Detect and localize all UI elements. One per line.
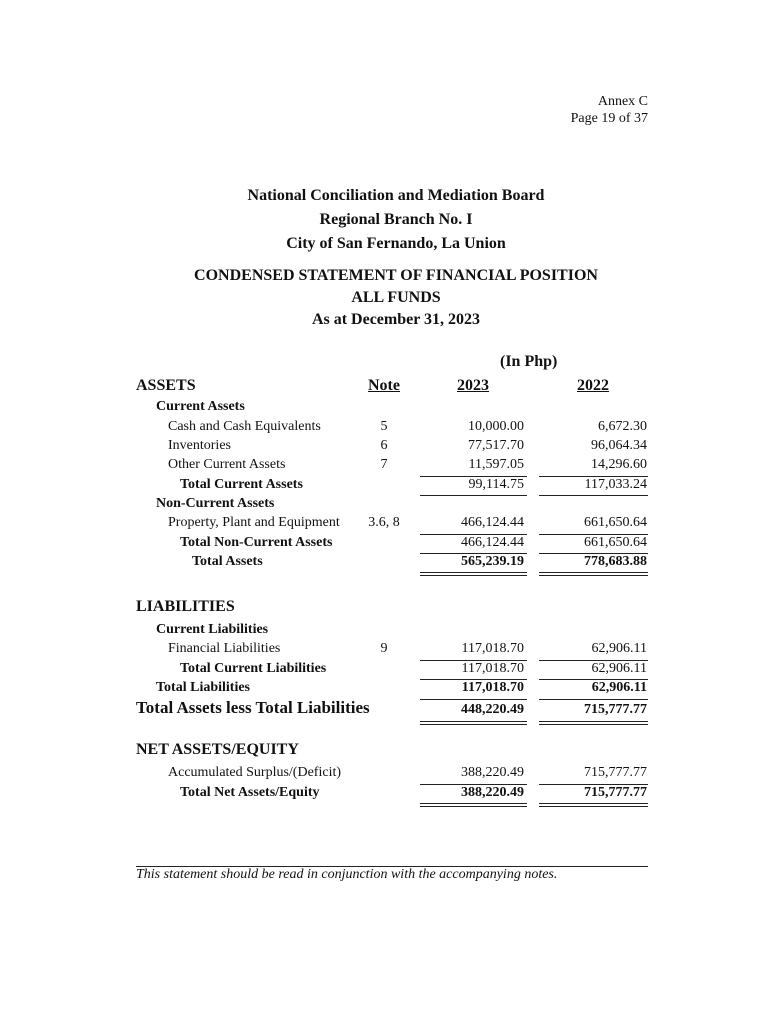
organization-branch: Regional Branch No. I: [319, 211, 473, 228]
double-rule: [420, 806, 527, 807]
total-noncurrent-assets-row: [0, 534, 768, 554]
table-row: [0, 764, 768, 784]
assets-heading: ASSETS: [136, 377, 196, 394]
value-2022: 715,777.77: [584, 702, 647, 717]
value-2022: 62,906.11: [591, 661, 647, 676]
value-2023: 117,018.70: [461, 641, 524, 656]
value-2023: 388,220.49: [461, 785, 524, 800]
row-note: 9: [380, 641, 388, 656]
value-2023: 77,517.70: [468, 438, 524, 453]
total-current-liabilities-row: [0, 660, 768, 680]
double-rule: [420, 803, 527, 804]
double-rule: [539, 575, 648, 576]
double-rule: [420, 572, 527, 573]
table-row: [0, 514, 768, 534]
statement-date: As at December 31, 2023: [311, 311, 481, 328]
value-2022: 661,650.64: [584, 515, 647, 530]
value-2023: 466,124.44: [461, 515, 524, 530]
double-rule: [539, 724, 648, 725]
total-equity-row: [0, 784, 768, 804]
row-label: Total Current Liabilities: [180, 661, 327, 676]
double-rule: [539, 806, 648, 807]
double-rule: [420, 721, 527, 722]
liabilities-heading-row: [0, 599, 768, 619]
equity-heading-row: [0, 742, 768, 762]
organization-location: City of San Fernando, La Union: [286, 235, 506, 252]
value-2022: 62,906.11: [591, 641, 647, 656]
noncurrent-assets-heading: Non-Current Assets: [156, 496, 275, 511]
row-label: Total Assets: [192, 554, 263, 569]
double-rule: [420, 575, 527, 576]
value-2023: 10,000.00: [468, 419, 524, 434]
current-liabilities-heading: Current Liabilities: [156, 622, 269, 637]
value-2022: 96,064.34: [591, 438, 647, 453]
value-2023: 117,018.70: [461, 661, 524, 676]
row-note: 3.6, 8: [368, 515, 400, 530]
noncurrent-assets-heading-row: [0, 495, 768, 515]
row-label: Cash and Cash Equivalents: [168, 419, 321, 434]
double-rule: [539, 803, 648, 804]
statement-title: CONDENSED STATEMENT OF FINANCIAL POSITION: [194, 267, 598, 284]
annex-label: Annex C: [597, 94, 648, 109]
value-2022: 661,650.64: [584, 535, 647, 550]
value-2023: 99,114.75: [468, 477, 524, 492]
equity-heading: NET ASSETS/EQUITY: [136, 741, 299, 758]
total-liabilities-row: [0, 679, 768, 699]
value-2022: 14,296.60: [591, 457, 647, 472]
row-label: Total Net Assets/Equity: [180, 785, 320, 800]
value-2023: 466,124.44: [461, 535, 524, 550]
total-current-assets-row: [0, 476, 768, 496]
year-2022-header: 2022: [577, 377, 609, 394]
note-column-header: Note: [368, 377, 400, 394]
value-2022: 715,777.77: [584, 785, 647, 800]
organization-name: National Conciliation and Mediation Board: [247, 187, 545, 204]
current-liabilities-heading-row: [0, 621, 768, 641]
row-note: 6: [380, 438, 388, 453]
value-2023: 388,220.49: [461, 765, 524, 780]
value-2022: 715,777.77: [584, 765, 647, 780]
table-row: [0, 640, 768, 660]
value-2022: 6,672.30: [598, 419, 647, 434]
row-label: Financial Liabilities: [168, 641, 281, 656]
net-position-row: [0, 698, 768, 721]
year-2023-header: 2023: [457, 377, 489, 394]
table-row: [0, 456, 768, 476]
value-2022: 778,683.88: [584, 554, 647, 569]
currency-row: [0, 354, 768, 374]
row-label: Inventories: [168, 438, 231, 453]
current-assets-heading: Current Assets: [156, 399, 245, 414]
table-row: [0, 437, 768, 457]
row-label: Total Current Assets: [180, 477, 303, 492]
row-label: Total Liabilities: [156, 680, 251, 695]
value-2023: 117,018.70: [461, 680, 524, 695]
row-label: Total Non-Current Assets: [180, 535, 333, 550]
page-number: Page 19 of 37: [570, 111, 648, 126]
statement-funds: ALL FUNDS: [351, 289, 441, 306]
liabilities-heading: LIABILITIES: [136, 598, 235, 615]
organization-header: [0, 184, 768, 256]
currency-label: (In Php): [500, 353, 558, 370]
row-note: 7: [380, 457, 388, 472]
total-rule: [539, 699, 648, 700]
table-row: [0, 418, 768, 438]
row-label: Accumulated Surplus/(Deficit): [168, 765, 342, 780]
current-assets-heading-row: [0, 398, 768, 418]
statement-header: [0, 265, 768, 331]
row-note: 5: [380, 419, 388, 434]
total-assets-row: [0, 553, 768, 573]
double-rule: [420, 724, 527, 725]
value-2022: 62,906.11: [591, 680, 647, 695]
column-header-row: [0, 378, 768, 398]
row-label: Other Current Assets: [168, 457, 286, 472]
value-2022: 117,033.24: [584, 477, 647, 492]
row-label: Total Assets less Total Liabilities: [136, 698, 370, 717]
row-label: Property, Plant and Equipment: [168, 515, 340, 530]
value-2023: 565,239.19: [461, 554, 524, 569]
total-rule: [420, 699, 527, 700]
value-2023: 11,597.05: [468, 457, 524, 472]
value-2023: 448,220.49: [461, 702, 524, 717]
annex-reference: [571, 93, 648, 127]
double-rule: [539, 572, 648, 573]
double-rule: [539, 721, 648, 722]
footer-note: This statement should be read in conjunction with the accompanying notes.: [136, 867, 558, 882]
